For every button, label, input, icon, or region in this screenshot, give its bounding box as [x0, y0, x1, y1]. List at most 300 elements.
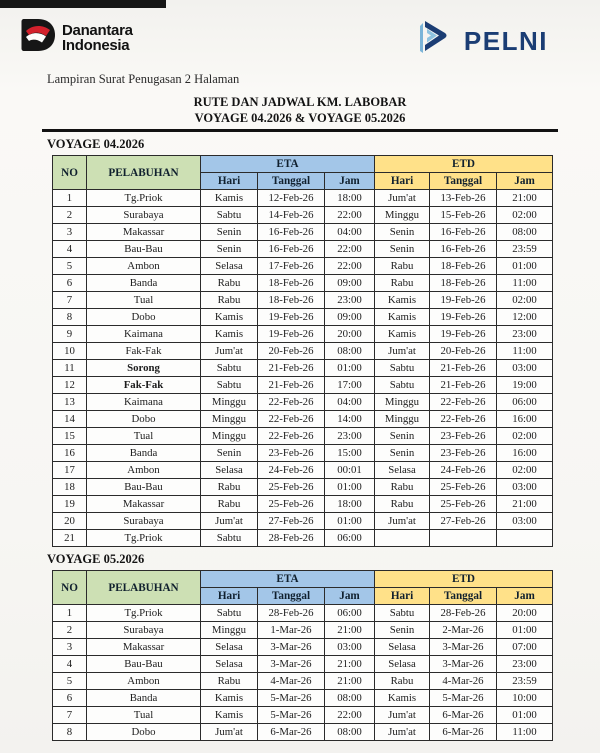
- cell-no: 9: [53, 326, 87, 343]
- cell-eta-jam: 01:00: [325, 360, 375, 377]
- col-header-eta-jam: Jam: [325, 588, 375, 605]
- cell-etd-hari: Jum'at: [375, 707, 430, 724]
- col-header-no: NO: [53, 156, 87, 190]
- cell-eta-hari: Rabu: [201, 275, 258, 292]
- cell-pelabuhan: Dobo: [87, 411, 201, 428]
- cell-eta-tanggal: 28-Feb-26: [258, 605, 325, 622]
- col-header-pelabuhan: PELABUHAN: [87, 156, 201, 190]
- cell-eta-tanggal: 16-Feb-26: [258, 241, 325, 258]
- cell-etd-jam: 06:00: [497, 394, 553, 411]
- danantara-logo: [21, 18, 133, 57]
- cell-pelabuhan: Ambon: [87, 673, 201, 690]
- cell-etd-jam: 03:00: [497, 513, 553, 530]
- cell-etd-jam: 03:00: [497, 360, 553, 377]
- cell-eta-tanggal: 25-Feb-26: [258, 496, 325, 513]
- document-title-line2: VOYAGE 04.2026 & VOYAGE 05.2026: [194, 110, 406, 125]
- cell-no: 4: [53, 656, 87, 673]
- cell-pelabuhan: Dobo: [87, 309, 201, 326]
- cell-eta-hari: Senin: [201, 445, 258, 462]
- cell-eta-hari: Senin: [201, 241, 258, 258]
- col-header-etd-tanggal: Tanggal: [430, 173, 497, 190]
- cell-eta-jam: 17:00: [325, 377, 375, 394]
- cell-eta-hari: Kamis: [201, 690, 258, 707]
- cell-eta-tanggal: 1-Mar-26: [258, 622, 325, 639]
- cell-eta-tanggal: 18-Feb-26: [258, 275, 325, 292]
- cell-pelabuhan: Surabaya: [87, 207, 201, 224]
- cell-eta-hari: Rabu: [201, 292, 258, 309]
- photo-artifact-bar: [0, 0, 166, 8]
- col-group-etd: ETD: [375, 571, 553, 588]
- table-row: [53, 309, 553, 326]
- table-row: [53, 326, 553, 343]
- cell-no: 1: [53, 605, 87, 622]
- cell-no: 2: [53, 207, 87, 224]
- col-header-etd-tanggal: Tanggal: [430, 588, 497, 605]
- cell-eta-hari: Rabu: [201, 479, 258, 496]
- cell-eta-jam: 09:00: [325, 275, 375, 292]
- cell-etd-tanggal: 27-Feb-26: [430, 513, 497, 530]
- cell-eta-jam: 03:00: [325, 639, 375, 656]
- cell-etd-jam: 23:00: [497, 326, 553, 343]
- cell-pelabuhan: Fak-Fak: [87, 377, 201, 394]
- cell-pelabuhan: Banda: [87, 445, 201, 462]
- cell-eta-tanggal: 23-Feb-26: [258, 445, 325, 462]
- cell-eta-tanggal: 21-Feb-26: [258, 360, 325, 377]
- voyage-label: VOYAGE 05.2026: [47, 552, 145, 566]
- table-row: [53, 707, 553, 724]
- cell-etd-hari: Senin: [375, 224, 430, 241]
- document-title: [0, 95, 600, 126]
- cell-etd-hari: Sabtu: [375, 605, 430, 622]
- cell-etd-tanggal: 19-Feb-26: [430, 326, 497, 343]
- cell-no: 13: [53, 394, 87, 411]
- cell-no: 11: [53, 360, 87, 377]
- letterhead: [0, 16, 600, 64]
- cell-eta-tanggal: 6-Mar-26: [258, 724, 325, 741]
- voyage-05-section: [47, 552, 553, 741]
- table-row: [53, 622, 553, 639]
- cell-etd-jam: 02:00: [497, 462, 553, 479]
- cell-etd-tanggal: 15-Feb-26: [430, 207, 497, 224]
- document-title-line1: RUTE DAN JADWAL KM. LABOBAR: [193, 95, 407, 109]
- cell-etd-jam: 01:00: [497, 707, 553, 724]
- cell-etd-tanggal: 6-Mar-26: [430, 707, 497, 724]
- cell-etd-hari: Rabu: [375, 275, 430, 292]
- table-row: [53, 224, 553, 241]
- cell-eta-jam: 22:00: [325, 258, 375, 275]
- cell-etd-hari: Minggu: [375, 394, 430, 411]
- col-group-etd: ETD: [375, 156, 553, 173]
- col-group-eta: ETA: [201, 571, 375, 588]
- cell-eta-hari: Selasa: [201, 656, 258, 673]
- cell-no: 3: [53, 224, 87, 241]
- cell-etd-hari: Kamis: [375, 326, 430, 343]
- cell-etd-tanggal: 23-Feb-26: [430, 428, 497, 445]
- cell-pelabuhan: Sorong: [87, 360, 201, 377]
- cell-etd-hari: Selasa: [375, 462, 430, 479]
- cell-eta-jam: 21:00: [325, 673, 375, 690]
- cell-eta-hari: Sabtu: [201, 207, 258, 224]
- cell-etd-hari: Selasa: [375, 639, 430, 656]
- table-row: [53, 445, 553, 462]
- cell-etd-jam: 07:00: [497, 639, 553, 656]
- col-header-eta-tanggal: Tanggal: [258, 588, 325, 605]
- cell-eta-hari: Jum'at: [201, 724, 258, 741]
- cell-eta-jam: 21:00: [325, 656, 375, 673]
- cell-etd-hari: Kamis: [375, 309, 430, 326]
- cell-no: 1: [53, 190, 87, 207]
- table-row: [53, 673, 553, 690]
- cell-etd-hari: Sabtu: [375, 360, 430, 377]
- cell-no: 16: [53, 445, 87, 462]
- cell-no: 15: [53, 428, 87, 445]
- cell-eta-hari: Jum'at: [201, 343, 258, 360]
- cell-etd-hari: Kamis: [375, 690, 430, 707]
- cell-eta-hari: Selasa: [201, 639, 258, 656]
- cell-eta-tanggal: 18-Feb-26: [258, 292, 325, 309]
- cell-etd-hari: Minggu: [375, 411, 430, 428]
- cell-etd-jam: 01:00: [497, 258, 553, 275]
- cell-eta-jam: 15:00: [325, 445, 375, 462]
- schedule-table-voyage-05: [52, 570, 553, 741]
- schedule-table-voyage-04: [52, 155, 553, 547]
- table-row: [53, 690, 553, 707]
- cell-eta-jam: 08:00: [325, 690, 375, 707]
- voyage-04-section: [47, 137, 553, 547]
- table-row: [53, 513, 553, 530]
- cell-eta-jam: 22:00: [325, 707, 375, 724]
- cell-etd-tanggal: 22-Feb-26: [430, 394, 497, 411]
- cell-etd-jam: 02:00: [497, 428, 553, 445]
- cell-pelabuhan: Banda: [87, 275, 201, 292]
- cell-eta-hari: Kamis: [201, 326, 258, 343]
- cell-pelabuhan: Makassar: [87, 496, 201, 513]
- cell-eta-jam: 23:00: [325, 428, 375, 445]
- table-row: [53, 207, 553, 224]
- cell-eta-hari: Senin: [201, 224, 258, 241]
- col-header-pelabuhan: PELABUHAN: [87, 571, 201, 605]
- cell-etd-tanggal: 19-Feb-26: [430, 309, 497, 326]
- cell-eta-tanggal: 22-Feb-26: [258, 411, 325, 428]
- cell-eta-tanggal: 19-Feb-26: [258, 326, 325, 343]
- cell-eta-jam: 01:00: [325, 479, 375, 496]
- cell-etd-tanggal: 16-Feb-26: [430, 224, 497, 241]
- cell-eta-hari: Jum'at: [201, 513, 258, 530]
- table-row: [53, 411, 553, 428]
- cell-no: 5: [53, 258, 87, 275]
- cell-etd-tanggal: 3-Mar-26: [430, 656, 497, 673]
- cell-pelabuhan: Tual: [87, 292, 201, 309]
- cell-eta-tanggal: 27-Feb-26: [258, 513, 325, 530]
- cell-no: 20: [53, 513, 87, 530]
- cell-etd-tanggal: 25-Feb-26: [430, 496, 497, 513]
- cell-eta-hari: Minggu: [201, 622, 258, 639]
- cell-pelabuhan: Tual: [87, 707, 201, 724]
- cell-eta-hari: Sabtu: [201, 377, 258, 394]
- col-header-eta-tanggal: Tanggal: [258, 173, 325, 190]
- cell-eta-jam: 20:00: [325, 326, 375, 343]
- cell-etd-hari: Rabu: [375, 258, 430, 275]
- cell-eta-jam: 18:00: [325, 496, 375, 513]
- cell-no: 10: [53, 343, 87, 360]
- cell-etd-jam: 02:00: [497, 207, 553, 224]
- cell-eta-hari: Rabu: [201, 496, 258, 513]
- cell-no: 8: [53, 724, 87, 741]
- cell-etd-jam: 02:00: [497, 292, 553, 309]
- cell-etd-tanggal: 13-Feb-26: [430, 190, 497, 207]
- attachment-note: Lampiran Surat Penugasan 2 Halaman: [47, 72, 240, 86]
- cell-eta-tanggal: 22-Feb-26: [258, 394, 325, 411]
- cell-eta-hari: Kamis: [201, 707, 258, 724]
- cell-pelabuhan: Tual: [87, 428, 201, 445]
- cell-no: 12: [53, 377, 87, 394]
- cell-eta-hari: Sabtu: [201, 530, 258, 547]
- cell-etd-jam: 19:00: [497, 377, 553, 394]
- cell-no: 19: [53, 496, 87, 513]
- table-row: [53, 190, 553, 207]
- cell-etd-hari: [375, 530, 430, 547]
- pelni-logo-icon: [416, 20, 456, 61]
- table-row: [53, 530, 553, 547]
- cell-etd-hari: Senin: [375, 428, 430, 445]
- danantara-wordmark: Danantara Indonesia: [62, 21, 133, 54]
- cell-eta-jam: 23:00: [325, 292, 375, 309]
- cell-etd-jam: 12:00: [497, 309, 553, 326]
- cell-no: 7: [53, 707, 87, 724]
- cell-etd-hari: Jum'at: [375, 513, 430, 530]
- cell-pelabuhan: Ambon: [87, 462, 201, 479]
- cell-pelabuhan: Makassar: [87, 224, 201, 241]
- cell-etd-hari: Rabu: [375, 673, 430, 690]
- cell-no: 17: [53, 462, 87, 479]
- cell-etd-hari: Rabu: [375, 496, 430, 513]
- cell-eta-hari: Rabu: [201, 673, 258, 690]
- col-header-etd-hari: Hari: [375, 588, 430, 605]
- cell-etd-tanggal: 20-Feb-26: [430, 343, 497, 360]
- cell-pelabuhan: Kaimana: [87, 394, 201, 411]
- cell-eta-hari: Kamis: [201, 309, 258, 326]
- cell-etd-jam: 23:00: [497, 656, 553, 673]
- table-row: [53, 275, 553, 292]
- col-header-etd-hari: Hari: [375, 173, 430, 190]
- horizontal-rule: [42, 129, 558, 132]
- cell-pelabuhan: Tg.Priok: [87, 605, 201, 622]
- cell-etd-jam: [497, 530, 553, 547]
- cell-pelabuhan: Banda: [87, 690, 201, 707]
- cell-etd-jam: 21:00: [497, 190, 553, 207]
- cell-etd-hari: Jum'at: [375, 724, 430, 741]
- table-row: [53, 292, 553, 309]
- pelni-logo: [416, 20, 548, 61]
- cell-eta-tanggal: 3-Mar-26: [258, 656, 325, 673]
- cell-etd-jam: 21:00: [497, 496, 553, 513]
- cell-eta-tanggal: 20-Feb-26: [258, 343, 325, 360]
- cell-eta-tanggal: 19-Feb-26: [258, 309, 325, 326]
- cell-etd-tanggal: 25-Feb-26: [430, 479, 497, 496]
- cell-pelabuhan: Tg.Priok: [87, 190, 201, 207]
- cell-eta-hari: Sabtu: [201, 605, 258, 622]
- cell-no: 7: [53, 292, 87, 309]
- table-row: [53, 258, 553, 275]
- table-row: [53, 496, 553, 513]
- cell-pelabuhan: Bau-Bau: [87, 479, 201, 496]
- cell-eta-tanggal: 12-Feb-26: [258, 190, 325, 207]
- cell-eta-hari: Selasa: [201, 258, 258, 275]
- col-header-no: NO: [53, 571, 87, 605]
- cell-etd-tanggal: 16-Feb-26: [430, 241, 497, 258]
- cell-eta-jam: 04:00: [325, 224, 375, 241]
- cell-eta-hari: Minggu: [201, 428, 258, 445]
- cell-eta-jam: 22:00: [325, 207, 375, 224]
- cell-pelabuhan: Surabaya: [87, 622, 201, 639]
- table-row: [53, 394, 553, 411]
- cell-pelabuhan: Bau-Bau: [87, 241, 201, 258]
- table-row: [53, 479, 553, 496]
- cell-eta-hari: Sabtu: [201, 360, 258, 377]
- cell-eta-jam: 18:00: [325, 190, 375, 207]
- cell-pelabuhan: Bau-Bau: [87, 656, 201, 673]
- cell-etd-jam: 03:00: [497, 479, 553, 496]
- cell-pelabuhan: Tg.Priok: [87, 530, 201, 547]
- cell-no: 6: [53, 275, 87, 292]
- cell-etd-hari: Rabu: [375, 479, 430, 496]
- cell-etd-tanggal: 21-Feb-26: [430, 377, 497, 394]
- table-row: [53, 462, 553, 479]
- cell-etd-jam: 11:00: [497, 724, 553, 741]
- cell-eta-jam: 09:00: [325, 309, 375, 326]
- cell-etd-tanggal: 18-Feb-26: [430, 275, 497, 292]
- table-row: [53, 241, 553, 258]
- cell-eta-jam: 06:00: [325, 605, 375, 622]
- cell-eta-jam: 21:00: [325, 622, 375, 639]
- cell-etd-jam: 11:00: [497, 343, 553, 360]
- cell-etd-jam: 01:00: [497, 622, 553, 639]
- cell-eta-tanggal: 22-Feb-26: [258, 428, 325, 445]
- cell-etd-tanggal: 4-Mar-26: [430, 673, 497, 690]
- cell-etd-hari: Senin: [375, 445, 430, 462]
- cell-etd-jam: 10:00: [497, 690, 553, 707]
- cell-eta-jam: 14:00: [325, 411, 375, 428]
- cell-etd-tanggal: 28-Feb-26: [430, 605, 497, 622]
- cell-eta-tanggal: 17-Feb-26: [258, 258, 325, 275]
- cell-eta-tanggal: 21-Feb-26: [258, 377, 325, 394]
- table-row: [53, 656, 553, 673]
- cell-no: 5: [53, 673, 87, 690]
- cell-no: 6: [53, 690, 87, 707]
- cell-etd-tanggal: 5-Mar-26: [430, 690, 497, 707]
- cell-eta-tanggal: 5-Mar-26: [258, 707, 325, 724]
- col-header-etd-jam: Jam: [497, 173, 553, 190]
- cell-etd-tanggal: 23-Feb-26: [430, 445, 497, 462]
- cell-no: 21: [53, 530, 87, 547]
- table-row: [53, 360, 553, 377]
- cell-eta-jam: 00:01: [325, 462, 375, 479]
- table-row: [53, 605, 553, 622]
- cell-eta-tanggal: 25-Feb-26: [258, 479, 325, 496]
- cell-etd-tanggal: 24-Feb-26: [430, 462, 497, 479]
- cell-eta-tanggal: 24-Feb-26: [258, 462, 325, 479]
- cell-no: 3: [53, 639, 87, 656]
- cell-etd-hari: Selasa: [375, 656, 430, 673]
- danantara-logo-icon: [21, 18, 57, 57]
- cell-etd-jam: 16:00: [497, 445, 553, 462]
- cell-no: 14: [53, 411, 87, 428]
- pelni-wordmark: PELNI: [463, 25, 548, 56]
- cell-eta-tanggal: 3-Mar-26: [258, 639, 325, 656]
- cell-eta-jam: 08:00: [325, 724, 375, 741]
- col-header-etd-jam: Jam: [497, 588, 553, 605]
- col-group-eta: ETA: [201, 156, 375, 173]
- cell-pelabuhan: Dobo: [87, 724, 201, 741]
- table-row: [53, 428, 553, 445]
- cell-etd-hari: Senin: [375, 241, 430, 258]
- table-row: [53, 343, 553, 360]
- col-header-eta-hari: Hari: [201, 588, 258, 605]
- cell-eta-hari: Minggu: [201, 411, 258, 428]
- cell-eta-jam: 04:00: [325, 394, 375, 411]
- table-row: [53, 639, 553, 656]
- cell-etd-jam: 16:00: [497, 411, 553, 428]
- cell-eta-jam: 08:00: [325, 343, 375, 360]
- cell-etd-jam: 23:59: [497, 673, 553, 690]
- cell-etd-hari: Senin: [375, 622, 430, 639]
- cell-etd-hari: Minggu: [375, 207, 430, 224]
- cell-eta-hari: Selasa: [201, 462, 258, 479]
- cell-eta-tanggal: 16-Feb-26: [258, 224, 325, 241]
- cell-etd-hari: Sabtu: [375, 377, 430, 394]
- cell-etd-tanggal: 21-Feb-26: [430, 360, 497, 377]
- cell-pelabuhan: Makassar: [87, 639, 201, 656]
- cell-no: 2: [53, 622, 87, 639]
- cell-etd-tanggal: 3-Mar-26: [430, 639, 497, 656]
- cell-etd-tanggal: 22-Feb-26: [430, 411, 497, 428]
- cell-etd-hari: Jum'at: [375, 190, 430, 207]
- cell-pelabuhan: Kaimana: [87, 326, 201, 343]
- cell-etd-hari: Kamis: [375, 292, 430, 309]
- cell-etd-tanggal: 2-Mar-26: [430, 622, 497, 639]
- table-row: [53, 724, 553, 741]
- cell-pelabuhan: Fak-Fak: [87, 343, 201, 360]
- cell-etd-tanggal: 18-Feb-26: [430, 258, 497, 275]
- table-row: [53, 377, 553, 394]
- cell-etd-hari: Jum'at: [375, 343, 430, 360]
- cell-etd-tanggal: 6-Mar-26: [430, 724, 497, 741]
- cell-pelabuhan: Ambon: [87, 258, 201, 275]
- col-header-eta-hari: Hari: [201, 173, 258, 190]
- voyage-label: VOYAGE 04.2026: [47, 137, 145, 151]
- cell-eta-hari: Minggu: [201, 394, 258, 411]
- cell-eta-jam: 01:00: [325, 513, 375, 530]
- cell-eta-tanggal: 14-Feb-26: [258, 207, 325, 224]
- cell-no: 4: [53, 241, 87, 258]
- cell-etd-jam: 11:00: [497, 275, 553, 292]
- cell-eta-jam: 06:00: [325, 530, 375, 547]
- cell-etd-jam: 08:00: [497, 224, 553, 241]
- cell-eta-hari: Kamis: [201, 190, 258, 207]
- cell-etd-tanggal: 19-Feb-26: [430, 292, 497, 309]
- cell-etd-jam: 23:59: [497, 241, 553, 258]
- cell-no: 8: [53, 309, 87, 326]
- cell-pelabuhan: Surabaya: [87, 513, 201, 530]
- cell-eta-tanggal: 28-Feb-26: [258, 530, 325, 547]
- cell-eta-tanggal: 5-Mar-26: [258, 690, 325, 707]
- cell-etd-jam: 20:00: [497, 605, 553, 622]
- col-header-eta-jam: Jam: [325, 173, 375, 190]
- cell-eta-jam: 22:00: [325, 241, 375, 258]
- cell-etd-tanggal: [430, 530, 497, 547]
- cell-eta-tanggal: 4-Mar-26: [258, 673, 325, 690]
- cell-no: 18: [53, 479, 87, 496]
